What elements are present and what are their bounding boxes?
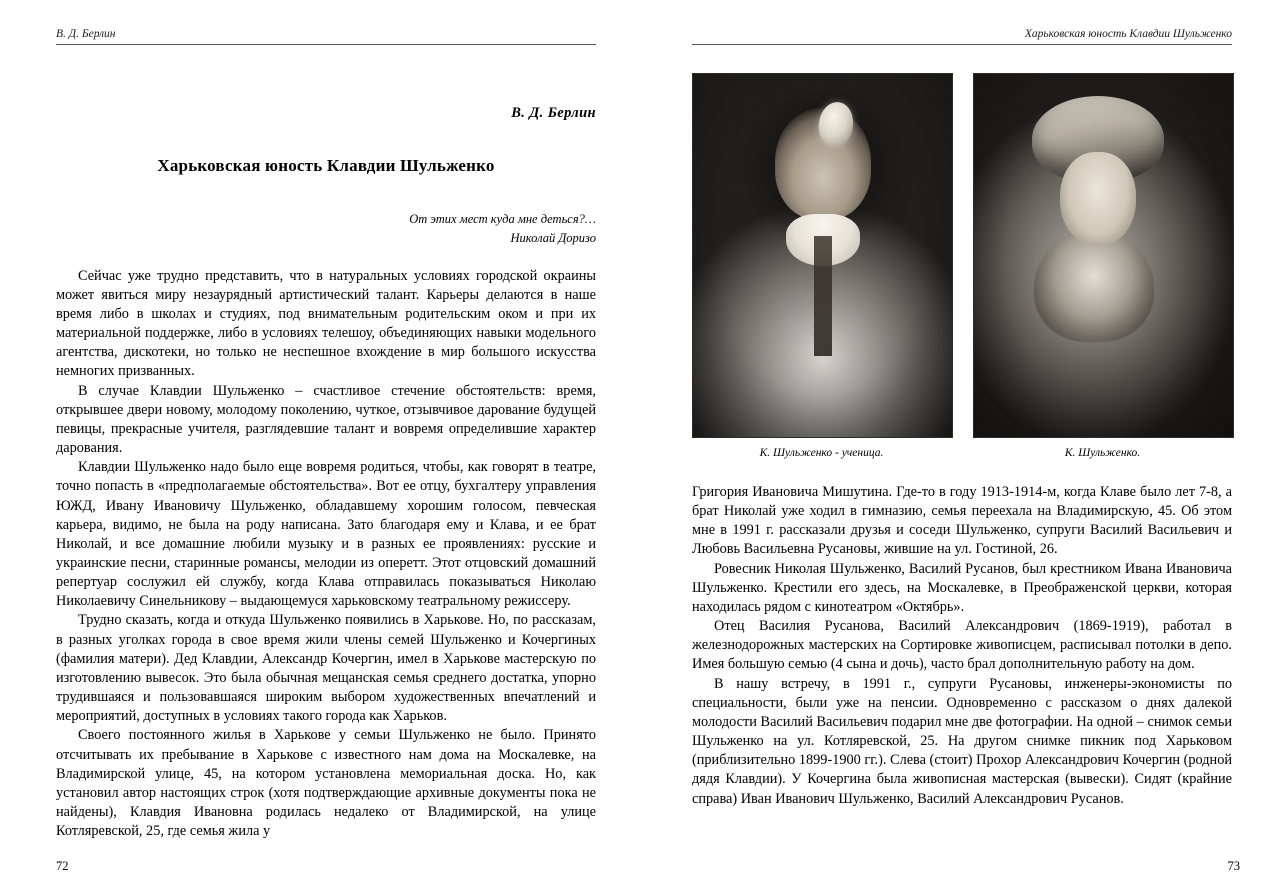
- right-page: [644, 0, 1288, 896]
- photo-row: [692, 73, 1232, 459]
- header-rule-left: [56, 44, 596, 45]
- figure-shulzhenko-portrait: [973, 73, 1232, 459]
- paragraph: Своего постоянного жилья в Харькове у семьи Шульженко не было. Принято отсчитывать их пребывание в Харькове с известного нам дома на Москалевке, на Владимирской улице, 45, на котором установлена мемориальная доска. Но, как установил автор настоящих строк (хотя подтверждающие архивные документы пока не найдены), Клавдия Ивановна родилась недалеко от Владимирской, на улице Котляревской, 25, где семья жила у: [56, 727, 596, 840]
- article-author: В. Д. Берлин: [511, 105, 596, 121]
- paragraph: Трудно сказать, когда и откуда Шульженко появились в Харькове. Но, по рассказам, в разных уголках города в свое время жили члены семей Шульженко и Кочергиных (фамилия матери). Дед Клавдии, Александр Кочергин, имел в Харькове мастерскую по изготовлению вывесок. Это была обычная мещанская семья среднего достатка, упорно трудившаяся и пользовавшаяся широким выбором художественных впечатлений и мероприятий, доступных в условиях такого города как Харьков.: [56, 612, 596, 725]
- photo-caption: К. Шульженко - ученица.: [759, 447, 884, 459]
- page-number-right: 73: [1227, 859, 1240, 873]
- photo-caption: К. Шульженко.: [1064, 447, 1141, 459]
- paragraph: Ровесник Николая Шульженко, Василий Русанов, был крестником Ивана Ивановича Шульженко. Крестили его здесь, на Москалевке, в Преображенской церкви, которая находилась рядом с кинотеатром «Октябрь».: [692, 560, 1232, 615]
- paragraph: В нашу встречу, в 1991 г., супруги Русановы, инженеры-экономисты по специальности, были уже на пенсии. Одновременно с рассказом о днях далекой молодости Василий Васильевич подарил мне две фотографии. На одной – снимок семьи Шульженко на ул. Котляревской, 25. На другом снимке пикник под Харьковом (приблизительно 1899-1900 гг.). Слева (стоит) Прохор Александрович Кочергин (родной дядя Клавдии). У Кочергина была живописная мастерская (вывески). Сидят (крайние справа) Иван Иванович Шульженко, Василий Александрович Русанов.: [692, 675, 1232, 807]
- photo-shulzhenko-portrait: [973, 73, 1234, 438]
- photo-detail-placket: [814, 236, 832, 356]
- epigraph: [56, 210, 596, 246]
- epigraph-source: Николай Доризо: [510, 230, 596, 245]
- paragraph: Отец Василия Русанова, Василий Александрович (1869-1919), работал в железнодорожных мастерских на Сортировке живописцем, расписывал потолки в депо. Имея большую семью (4 сына и дочь), часто брал дополнительную работу на дом.: [692, 618, 1232, 673]
- paragraph: Клавдии Шульженко надо было еще вовремя родиться, чтобы, как говорят в театре, точно попасть в «предполагаемые обстоятельства». Вот ее отцу, бухгалтеру управления ЮЖД, Ивану Ивановичу Шульженко, обладавшему хорошим голосом, певческая карьера, видимо, не была на роду написана. Зато благодаря ему и Клава, и ее брат Николай, и все домашние любили музыку и в разных ее проявлениях: русские и украинские песни, старинные романсы, мелодии из оперетт. Этот отцовский домашний репертуар сослужил ей службу, когда Клава отправилась показываться Николаю Николаевичу Синельникову – выдающемуся харьковскому театральному режиссеру.: [56, 459, 596, 610]
- page-title: Харьковская юность Клавдии Шульженко: [157, 156, 495, 175]
- right-body-text: [692, 483, 1232, 809]
- running-head-right: Харьковская юность Клавдии Шульженко: [1024, 28, 1232, 40]
- paragraph: Григория Ивановича Мишутина. Где-то в году 1913-1914-м, когда Клаве было лет 7-8, а брат Николай уже ходил в гимназию, семья переехала на Владимирскую, 45. Об этом мне в 1991 г. рассказали друзья и соседи Шульженко, супруги Василий Васильевич и Любовь Васильевна Русановы, жившие на ул. Гостиной, 26.: [692, 484, 1232, 558]
- paragraph: В случае Клавдии Шульженко – счастливое стечение обстоятельств: время, открывшее двери новому, молодому поколению, чуткое, отзывчивое дарование будущей певицы, прекрасные учителя, разглядевшие талант и вовремя определившие характер дарования.: [56, 382, 596, 457]
- header-rule-right: [692, 44, 1232, 45]
- running-head-left: В. Д. Берлин: [56, 28, 116, 40]
- photo-shulzhenko-student: [692, 73, 953, 438]
- photo-detail-fur-collar: [1034, 232, 1154, 342]
- photo-detail-face: [1060, 152, 1136, 246]
- page-number-left: 72: [56, 859, 69, 873]
- figure-shulzhenko-student: [692, 73, 951, 459]
- left-body-text: [56, 267, 596, 842]
- paragraph: Сейчас уже трудно представить, что в натуральных условиях городской окраины может явиться миру незаурядный артистический талант. Карьеры делаются в наше время либо в школах и студиях, под внимательным родительским оком и при их материальной поддержке, либо в условиях телешоу, объединяющих навыки модельного агентства, дискотеки, но только не неспешное вхождение в мир большого искусства немногих призванных.: [56, 267, 596, 380]
- epigraph-text: От этих мест куда мне деться?…: [409, 212, 596, 227]
